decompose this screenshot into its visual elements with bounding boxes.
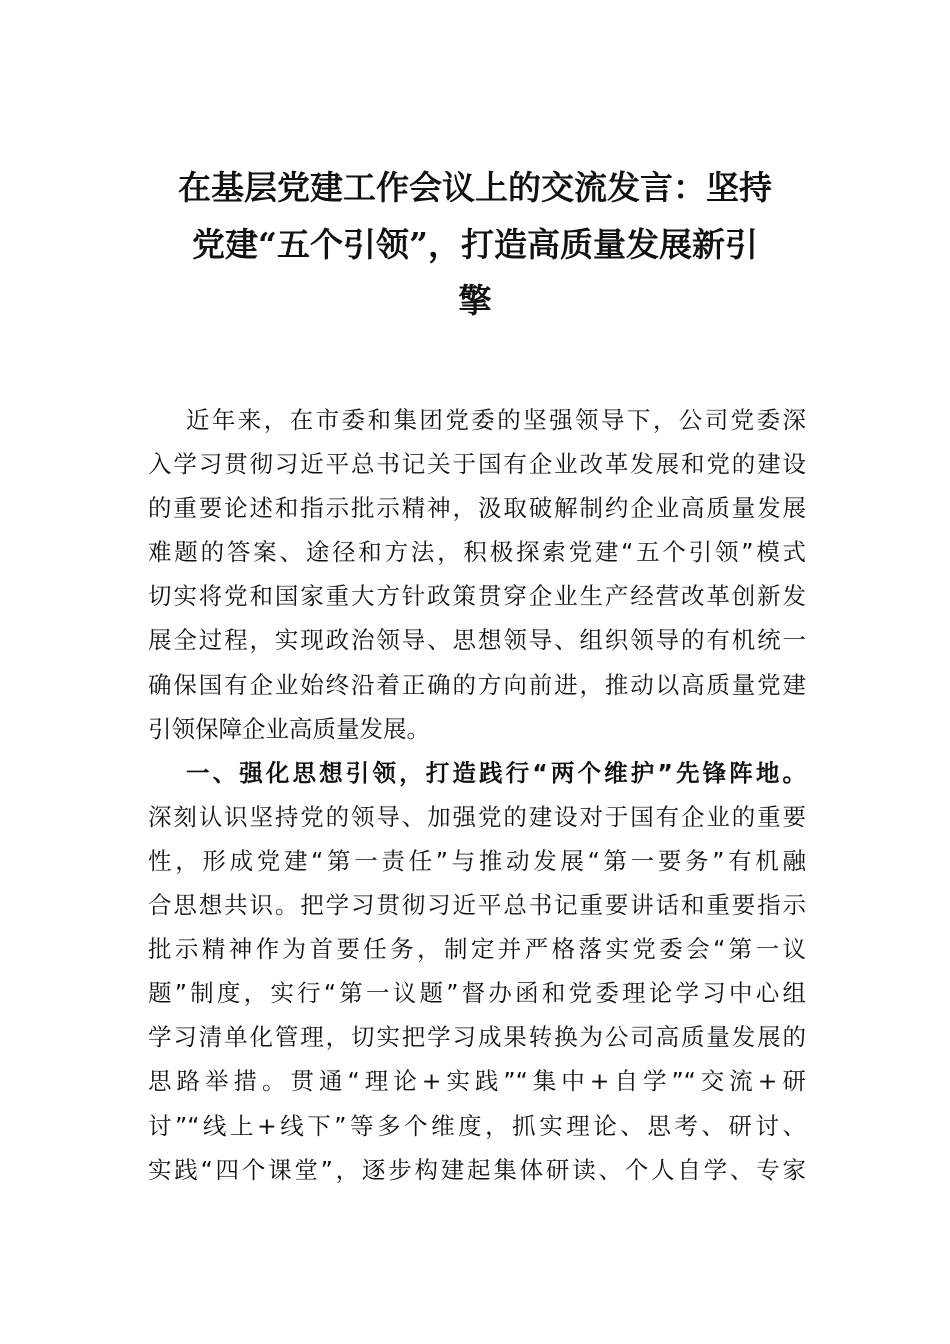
paragraph-line: 讨”“线上+线下”等多个维度，抓实理论、思考、研讨、 (148, 1111, 806, 1140)
title-line: 党建“五个引领”，打造高质量发展新引 (192, 224, 758, 264)
paragraph-line: 难题的答案、途径和方法，积极探索党建“五个引领”模式 (148, 538, 806, 567)
title-line: 在基层党建工作会议上的交流发言：坚持 (178, 168, 772, 207)
paragraph-line: 深刻认识坚持党的领导、加强党的建设对于国有企业的重要 (148, 802, 806, 831)
paragraph-line: 近年来，在市委和集团党委的坚强领导下，公司党委深 (186, 406, 806, 434)
paragraph-line: 实践“四个课堂”，逐步构建起集体研读、个人自学、专家 (148, 1155, 806, 1184)
paragraph-line: 引领保障企业高质量发展。 (148, 714, 430, 743)
paragraph-line: 切实将党和国家重大方针政策贯穿企业生产经营改革创新发 (148, 582, 806, 611)
paragraph-line: 性，形成党建“第一责任”与推动发展“第一要务”有机融 (148, 846, 806, 875)
paragraph-line: 题”制度，实行“第一议题”督办函和党委理论学习中心组 (148, 979, 806, 1008)
paragraph-line: 批示精神作为首要任务，制定并严格落实党委会“第一议 (148, 935, 806, 964)
paragraph-line: 学习清单化管理，切实把学习成果转换为公司高质量发展的 (148, 1023, 806, 1052)
title-line: 擎 (458, 281, 492, 320)
paragraph-line: 合思想共识。把学习贯彻习近平总书记重要讲话和重要指示 (148, 891, 806, 920)
section-heading: 一、强化思想引领，打造践行“两个维护”先锋阵地。 (186, 758, 806, 787)
paragraph-line: 入学习贯彻习近平总书记关于国有企业改革发展和党的建设 (148, 450, 806, 479)
paragraph-line: 的重要论述和指示批示精神，汲取破解制约企业高质量发展 (148, 494, 806, 523)
document-body (148, 398, 806, 1192)
document-title (150, 160, 800, 330)
paragraph-line: 展全过程，实现政治领导、思想领导、组织领导的有机统一 (148, 626, 806, 655)
paragraph-line: 确保国有企业始终沿着正确的方向前进，推动以高质量党建 (148, 670, 806, 699)
paragraph-line: 思路举措。贯通“理论+实践”“集中+自学”“交流+研 (148, 1067, 806, 1096)
